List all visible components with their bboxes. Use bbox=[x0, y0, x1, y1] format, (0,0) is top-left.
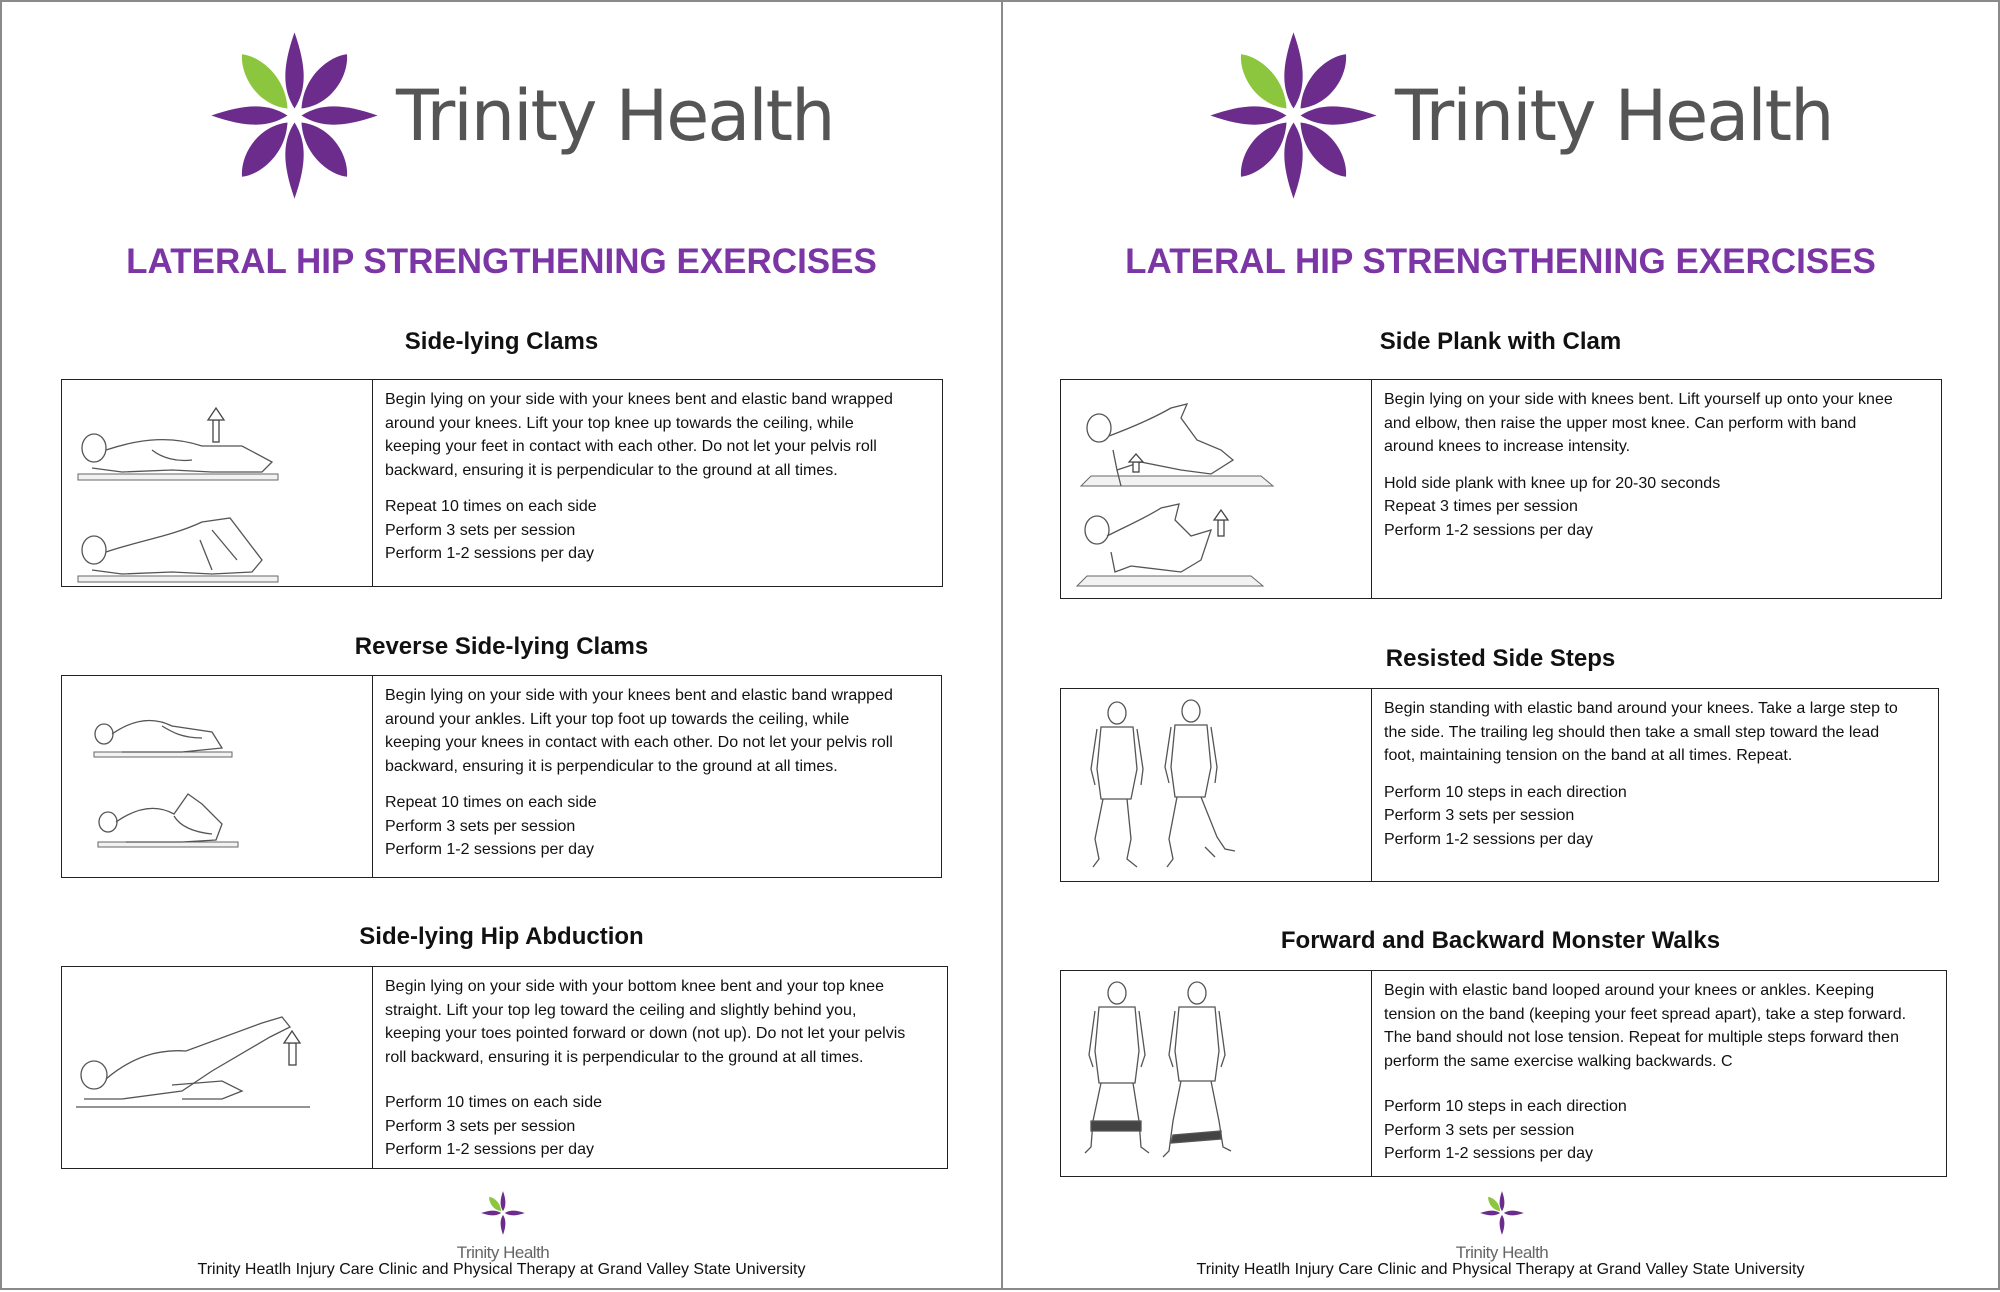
exercise-text bbox=[373, 380, 905, 586]
footer-logo-text: Trinity Health bbox=[456, 1243, 550, 1262]
dosage-line: Perform 10 times on each side bbox=[385, 1094, 602, 1111]
exercise-illustration bbox=[1061, 380, 1372, 598]
exercise-dosage bbox=[385, 495, 893, 566]
dosage-line: Perform 1-2 sessions per day bbox=[385, 1141, 594, 1158]
dosage-line: Perform 3 sets per session bbox=[385, 817, 576, 835]
exercise-card bbox=[1060, 688, 1939, 882]
description-line: Begin lying on your side with knees bent. Lift yourself up onto your knee bbox=[1384, 391, 1893, 408]
description-line: around knees to increase intensity. bbox=[1384, 438, 1631, 455]
page-right bbox=[1002, 0, 2000, 1290]
exercise-title: Resisted Side Steps bbox=[1385, 645, 1616, 672]
exercise-title: Side-lying Clams bbox=[404, 328, 599, 355]
exercise-illustration bbox=[1061, 971, 1372, 1176]
exercise-dosage bbox=[1384, 781, 1898, 852]
trinity-cross-logo-icon bbox=[207, 28, 382, 203]
logo-wordmark: Trinity Health bbox=[1395, 74, 1833, 157]
exercise-illustration bbox=[1061, 689, 1372, 881]
dosage-line: Repeat 10 times on each side bbox=[385, 794, 597, 811]
dosage-line: Hold side plank with knee up for 20-30 seconds bbox=[1384, 474, 1721, 492]
description-line: keeping your toes pointed forward or down (not up). Do not let your pelvis bbox=[385, 1025, 906, 1042]
exercise-description bbox=[1384, 979, 1906, 1073]
reverse-clam-illustration-icon bbox=[62, 676, 372, 876]
monster-walks-illustration-icon bbox=[1061, 971, 1371, 1176]
exercise-description bbox=[385, 684, 893, 778]
description-line: roll backward, ensuring it is perpendicular to the ground at all times. bbox=[385, 1048, 864, 1066]
trinity-cross-logo-icon bbox=[1206, 28, 1381, 203]
exercise-card bbox=[61, 675, 942, 878]
hip-abduction-illustration-icon bbox=[62, 967, 372, 1167]
exercise-card bbox=[61, 966, 948, 1169]
description-line: Begin lying on your side with your bottom knee bent and your top knee bbox=[385, 978, 884, 995]
dosage-line: Perform 3 sets per session bbox=[1384, 807, 1575, 824]
description-line: straight. Lift your top leg toward the ceiling and slightly behind you, bbox=[385, 1001, 857, 1019]
dosage-line: Repeat 3 times per session bbox=[1384, 498, 1578, 515]
description-line: and elbow, then raise the upper most knee. Can perform with band bbox=[1384, 414, 1857, 432]
description-line: Begin standing with elastic band around your knees. Take a large step to bbox=[1384, 700, 1898, 717]
page-title: LATERAL HIP STRENGTHENING EXERCISES bbox=[1125, 242, 1876, 281]
description-line: The band should not lose tension. Repeat for multiple steps forward then bbox=[1384, 1029, 1899, 1046]
description-line: keeping your knees in contact with each other. Do not let your pelvis roll bbox=[385, 734, 893, 751]
trinity-health-logo bbox=[1206, 28, 1833, 203]
exercise-dosage bbox=[1384, 1095, 1906, 1166]
footer-logo bbox=[1442, 1190, 1562, 1263]
description-line: Begin lying on your side with your knees bent and elastic band wrapped bbox=[385, 687, 893, 704]
dosage-line: Perform 10 steps in each direction bbox=[1384, 783, 1627, 801]
exercise-illustration bbox=[62, 380, 373, 586]
exercise-description bbox=[385, 975, 905, 1069]
exercise-card bbox=[1060, 970, 1947, 1177]
dosage-line: Perform 1-2 sessions per day bbox=[385, 841, 594, 858]
dosage-line: Perform 10 steps in each direction bbox=[1384, 1098, 1627, 1115]
exercise-description bbox=[1384, 388, 1893, 459]
trinity-cross-small-icon bbox=[480, 1190, 526, 1236]
description-line: around your ankles. Lift your top foot up towards the ceiling, while bbox=[385, 710, 850, 728]
trinity-cross-small-icon bbox=[1479, 1190, 1525, 1236]
exercise-dosage bbox=[385, 791, 893, 862]
dosage-line: Perform 3 sets per session bbox=[385, 1117, 576, 1135]
exercise-card bbox=[1060, 379, 1942, 599]
exercise-text bbox=[1372, 689, 1910, 881]
description-line: keeping your feet in contact with each other. Do not let your pelvis roll bbox=[385, 438, 877, 455]
description-line: the side. The trailing leg should then take a small step toward the lead bbox=[1384, 723, 1880, 741]
description-line: backward, ensuring it is perpendicular to the ground at all times. bbox=[385, 461, 838, 479]
exercise-text bbox=[1372, 380, 1905, 598]
footer-caption: Trinity Heatlh Injury Care Clinic and Physical Therapy at Grand Valley State University bbox=[197, 1261, 806, 1278]
exercise-title: Side-lying Hip Abduction bbox=[359, 923, 644, 950]
exercise-description bbox=[1384, 697, 1898, 768]
exercise-dosage bbox=[1384, 472, 1893, 543]
footer-caption: Trinity Heatlh Injury Care Clinic and Physical Therapy at Grand Valley State University bbox=[1196, 1261, 1805, 1278]
page-title: LATERAL HIP STRENGTHENING EXERCISES bbox=[126, 242, 877, 281]
exercise-illustration bbox=[62, 967, 373, 1168]
description-line: backward, ensuring it is perpendicular to the ground at all times. bbox=[385, 757, 838, 775]
description-line: tension on the band (keeping your feet spread apart), take a step forward. bbox=[1384, 1005, 1907, 1023]
exercise-title: Forward and Backward Monster Walks bbox=[1280, 927, 1721, 954]
exercise-text bbox=[373, 676, 905, 877]
dosage-line: Repeat 10 times on each side bbox=[385, 498, 597, 515]
trinity-health-logo bbox=[207, 28, 834, 203]
side-steps-illustration-icon bbox=[1061, 689, 1371, 879]
side-lying-clam-illustration-icon bbox=[62, 380, 372, 585]
exercise-title: Reverse Side-lying Clams bbox=[354, 633, 649, 660]
dosage-line: Perform 1-2 sessions per day bbox=[1384, 830, 1593, 848]
description-line: Begin lying on your side with your knees bent and elastic band wrapped bbox=[385, 391, 893, 408]
logo-wordmark: Trinity Health bbox=[396, 74, 834, 157]
exercise-card bbox=[61, 379, 943, 587]
side-plank-illustration-icon bbox=[1061, 380, 1371, 596]
exercise-text bbox=[1372, 971, 1918, 1176]
exercise-title: Side Plank with Clam bbox=[1379, 328, 1622, 355]
description-line: Begin with elastic band looped around your knees or ankles. Keeping bbox=[1384, 982, 1875, 999]
exercise-illustration bbox=[62, 676, 373, 877]
exercise-dosage bbox=[385, 1091, 905, 1162]
footer-logo bbox=[443, 1190, 563, 1263]
dosage-line: Perform 3 sets per session bbox=[1384, 1121, 1575, 1139]
exercise-description bbox=[385, 388, 893, 482]
exercise-text bbox=[373, 967, 917, 1168]
dosage-line: Perform 1-2 sessions per day bbox=[1384, 1145, 1593, 1162]
dosage-line: Perform 1-2 sessions per day bbox=[385, 545, 594, 562]
footer-logo-text: Trinity Health bbox=[1455, 1243, 1549, 1262]
dosage-line: Perform 1-2 sessions per day bbox=[1384, 521, 1593, 539]
description-line: perform the same exercise walking backwards. C bbox=[1384, 1052, 1733, 1070]
dosage-line: Perform 3 sets per session bbox=[385, 521, 576, 539]
description-line: around your knees. Lift your top knee up towards the ceiling, while bbox=[385, 414, 854, 432]
description-line: foot, maintaining tension on the band at all times. Repeat. bbox=[1384, 747, 1793, 764]
